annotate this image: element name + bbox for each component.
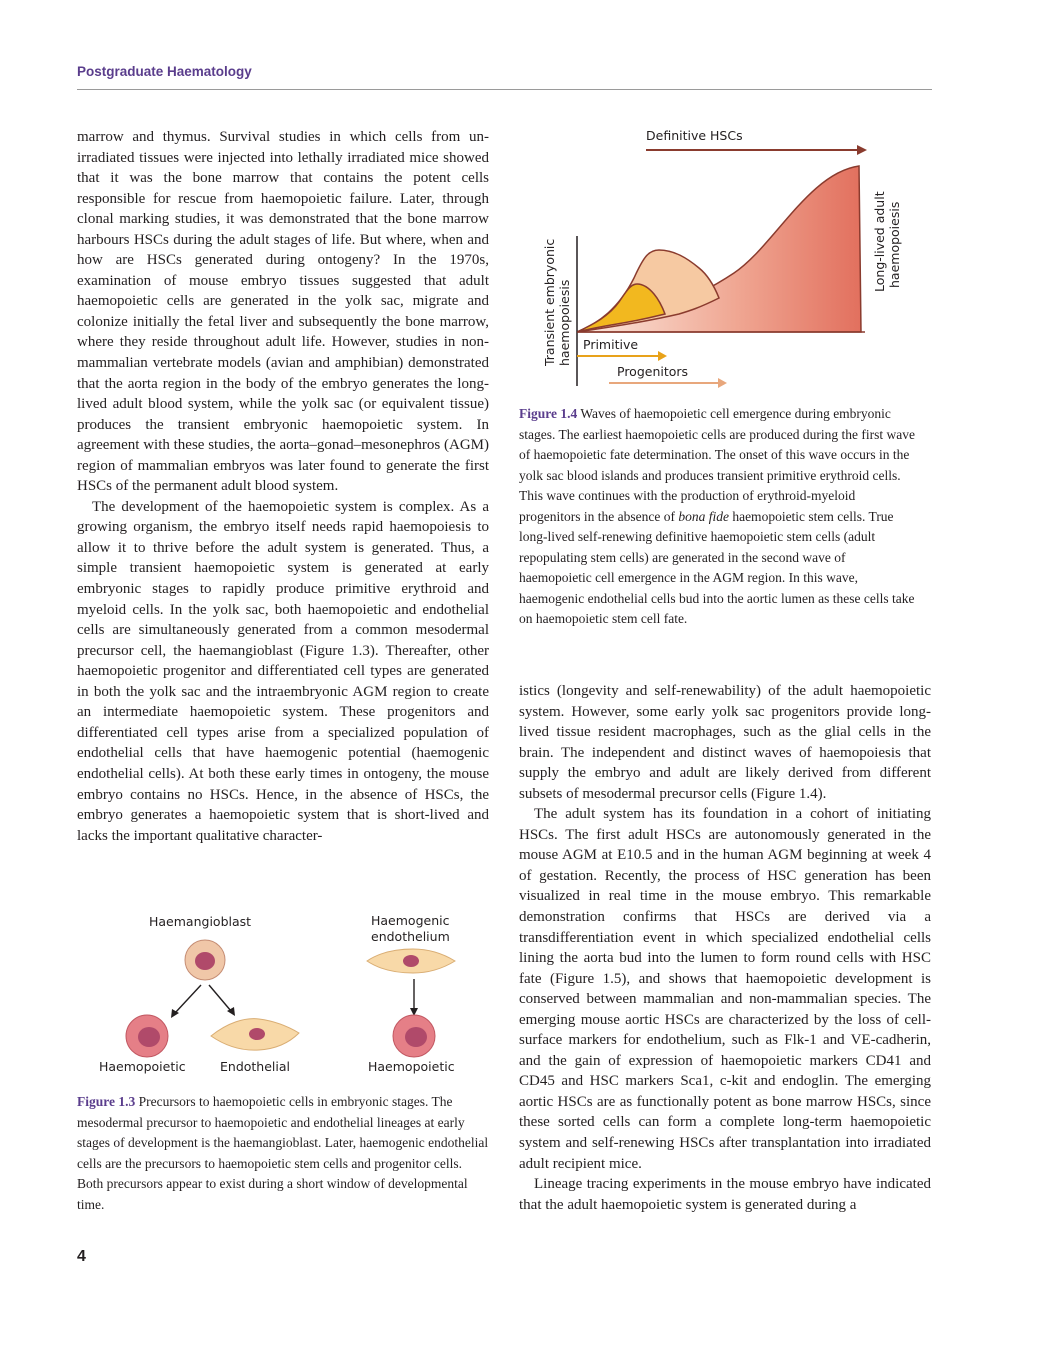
haemopoietic-cell-left bbox=[126, 1015, 168, 1057]
header-rule bbox=[77, 89, 932, 90]
haemangioblast-cell bbox=[185, 940, 225, 980]
primitive-arrowhead bbox=[658, 351, 667, 361]
haemogenic-label-line1: Haemogenic bbox=[371, 913, 450, 928]
haemogenic-label-line2: endothelium bbox=[371, 929, 450, 944]
definitive-hscs-label: Definitive HSCs bbox=[646, 128, 743, 143]
caption-label: Figure 1.3 bbox=[77, 1094, 136, 1109]
progenitors-label: Progenitors bbox=[617, 364, 689, 379]
haemopoietic-label-left: Haemopoietic bbox=[99, 1059, 186, 1074]
haemogenic-endothelium-cell bbox=[367, 949, 455, 973]
arrow-to-endothelial bbox=[209, 985, 231, 1011]
caption-label: Figure 1.4 bbox=[519, 406, 578, 421]
haemopoietic-label-right: Haemopoietic bbox=[368, 1059, 455, 1074]
figure-1-4-caption bbox=[519, 404, 919, 630]
body-paragraph: Lineage tracing experiments in the mouse embryo have indicated that the adult haemopoietic system is generated during a bbox=[519, 1176, 931, 1213]
caption-text: Waves of haemopoietic cell emergence during embryonic stages. The earliest haemopoietic cells are produced during the first wave of haemopoietic fate determination. The onset of this wave occurs in the yolk sac blood islands and produces transient primitive erythroid cells. This wave continues with the production of erythroid-myeloid progenitors in the absence of bbox=[519, 406, 915, 524]
right-column bbox=[519, 681, 931, 1215]
body-paragraph: marrow and thymus. Survival studies in which cells from un-irradiated tissues were injected into lethally irradiated mice showed that it was the bone marrow that contains the potent cells responsible for rescue from haemopoietic failure. Later, through clonal marking studies, it was demonstrated that the bone marrow harbours HSCs during the adult stages of life. But where, when and how are HSCs generated during ontogeny? In the 1970s, examination of mouse embryo tissues suggested that adult haemopoietic cells are generated in the yolk sac, migrate and colonize initially the fetal liver and subsequently the bone marrow, where they reside throughout adult life. However, studies in non-mammalian vertebrate models (avian and amphibian) demonstrated that the aorta region in the body of the embryo generates the long-lived adult blood system, while the yolk sac (or equivalent tissue) produces the transient embryonic haemopoietic system. In agreement with these studies, the aorta–gonad–mesonephros (AGM) region of mammalian embryos was later found to generate the first HSCs of the permanent adult blood system. bbox=[77, 129, 489, 495]
transient-label-line1: Transient embryonic bbox=[542, 238, 557, 366]
arrow-to-haemopoietic bbox=[175, 985, 201, 1013]
figure-1-4 bbox=[519, 118, 931, 398]
left-column bbox=[77, 127, 489, 846]
figure-1-3-caption bbox=[77, 1092, 489, 1215]
longlived-label-line2: haemopoiesis bbox=[887, 201, 902, 288]
body-paragraph: The adult system has its foundation in a cohort of initiating HSCs. The first adult HSCs are autonomously generated in the mouse AGM at E10.5 and in the human AGM beginning at week 4 of gestation. Recently, the process of HSC generation has been visualized in real time in the mouse embryo. This remarkable demonstration confirms that HSCs are derived via a transdifferentiation event in which specialized endothelial cells lining the aorta bud into the lumen to form round cells with HSC fate (Figure 1.5), and shows that haemopoietic development is conserved between mammalian and non-mammalian species. The emerging mouse aortic HSCs are characterized by the loss of cell-surface markers for endothelium, such as Flk-1 and VE-cadherin, and the gain of expression of haemopoietic markers CD41 and CD45 and HSC markers Sca1, c-kit and endoglin. The emerging aortic HSCs are as functionally potent as bone marrow HSCs, since these sorted cells can form a complete long-term haemopoietic system and self-renewing HSCs after transplantation into irradiated adult recipient mice. bbox=[519, 806, 931, 1172]
endothelial-label: Endothelial bbox=[220, 1059, 290, 1074]
running-header: Postgraduate Haematology bbox=[77, 64, 252, 79]
transient-label-line2: haemopoiesis bbox=[557, 279, 572, 366]
caption-text: haemopoietic stem cells. True long-lived self-renewing definitive haemopoietic stem cells (adult repopulating stem cells) are generated in the second wave of haemopoietic cell emergence in the AGM region. In this wave, haemogenic endothelial cells bud into the aortic lumen as these cells take on haemopoietic stem cell fate. bbox=[519, 508, 915, 626]
figure-1-3 bbox=[77, 905, 489, 1080]
caption-italic: bona fide bbox=[678, 508, 729, 524]
page-number: 4 bbox=[77, 1248, 86, 1265]
endothelial-cell bbox=[211, 1019, 299, 1051]
body-paragraph: istics (longevity and self-renewability) of the adult haemopoietic system. However, some early yolk sac progenitors provide long-lived tissue resident macrophages, such as the glial cells in the brain. The independent and distinct waves of haemopoiesis that supply the embryo and adult are likely derived from different subsets of mesodermal precursor cells (Figure 1.4). bbox=[519, 683, 931, 802]
haemopoietic-cell-right bbox=[393, 1015, 435, 1057]
longlived-label-line1: Long-lived adult bbox=[872, 191, 887, 292]
definitive-arrowhead bbox=[857, 145, 867, 155]
caption-text: Precursors to haemopoietic cells in embryonic stages. The mesodermal precursor to haemopoietic and endothelial lineages at early stages of development is the haemangioblast. Later, haemogenic endothelial cells are the precursors to haemopoietic stem cells and progenitor cells. Both precursors appear to exist during a short window of developmental time. bbox=[77, 1094, 489, 1212]
progenitors-arrowhead bbox=[718, 378, 727, 388]
primitive-label: Primitive bbox=[583, 337, 639, 352]
haemangioblast-label: Haemangioblast bbox=[149, 914, 252, 929]
body-paragraph: The development of the haemopoietic system is complex. As a growing organism, the embryo itself needs rapid haemopoiesis to allow it to thrive before the adult system is generated. Thus, a simple transient haemopoietic system is generated at early embryonic stages to rapidly produce primitive erythroid and myeloid cells. In the yolk sac, both haemopoietic and endothelial cells are simultaneously generated from a common mesodermal precursor cell, the haemangioblast (Figure 1.3). Thereafter, other haemopoietic progenitor and differentiated cell types are generated in both the yolk sac and the intraembryonic AGM region to create an intermediate haemopoietic system. These progenitors and differentiated cell types arise from a specialized population of endothelial cells that have haemogenic potential (haemogenic endothelial cells). At both these early times in ontogeny, the mouse embryo contains no HSCs. Hence, in the absence of HSCs, the embryo generates a haemopoietic system that is short-lived and lacks the important qualitative character- bbox=[77, 498, 489, 844]
